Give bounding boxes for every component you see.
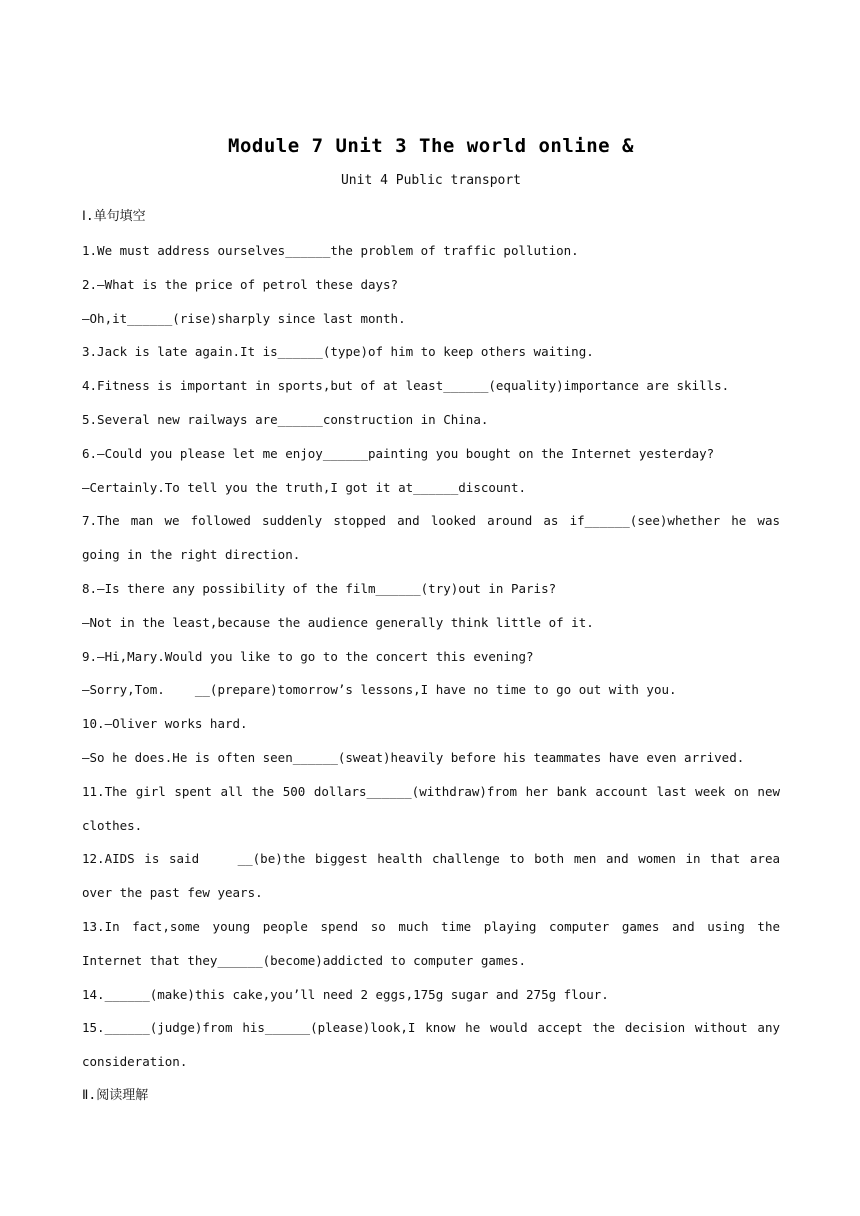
question-line: 8.—Is there any possibility of the film______(try)out in Paris? [82, 580, 557, 596]
question-line: 5.Several new railways are______construction in China. [82, 411, 489, 427]
question-line: 13.In fact,some young people spend so much time playing computer games and using the Internet that they______(become)addicted to computer games. [82, 918, 788, 968]
question-line: 15.______(judge)from his______(please)look,I know he would accept the decision without any consideration. [82, 1020, 788, 1070]
question-line: 11.The girl spent all the 500 dollars______(withdraw)from her bank account last week on new clothes. [82, 783, 788, 833]
question-line: 6.—Could you please let me enjoy______painting you bought on the Internet yesterday? [82, 445, 715, 461]
section-heading-fill-in: Ⅰ.单句填空 [82, 209, 146, 224]
question-line: 4.Fitness is important in sports,but of at least______(equality)importance are skills. [82, 378, 730, 394]
document-page [82, 130, 788, 1113]
question-line: 9.—Hi,Mary.Would you like to go to the concert this evening? [82, 648, 534, 664]
question-line: 1.We must address ourselves______the problem of traffic pollution. [82, 243, 579, 258]
question-line: —So he does.He is often seen______(sweat)heavily before his teammates have even arrived. [82, 749, 745, 765]
question-line: 3.Jack is late again.It is______(type)of him to keep others waiting. [82, 344, 594, 360]
section-heading-reading: Ⅱ.阅读理解 [82, 1087, 149, 1103]
document-subtitle: Unit 4 Public transport [340, 173, 521, 188]
question-line: 7.The man we followed suddenly stopped and looked around as if______(see)whether he was going in the right direction. [82, 513, 788, 563]
question-line: 12.AIDS is said __(be)the biggest health challenge to both men and women in that area over the past few years. [82, 851, 788, 901]
document-title: Module 7 Unit 3 The world online & [228, 135, 634, 157]
question-line: 10.—Oliver works hard. [82, 716, 248, 732]
question-line: —Certainly.To tell you the truth,I got it at______discount. [82, 479, 527, 495]
question-line: —Not in the least,because the audience generally think little of it. [82, 614, 594, 630]
question-line: 2.—What is the price of petrol these days? [82, 276, 399, 292]
question-line: 14.______(make)this cake,you’ll need 2 eggs,175g sugar and 275g flour. [82, 986, 609, 1002]
question-line: —Oh,it______(rise)sharply since last month. [82, 310, 406, 326]
question-line: —Sorry,Tom. __(prepare)tomorrow’s lessons,I have no time to go out with you. [82, 682, 677, 698]
